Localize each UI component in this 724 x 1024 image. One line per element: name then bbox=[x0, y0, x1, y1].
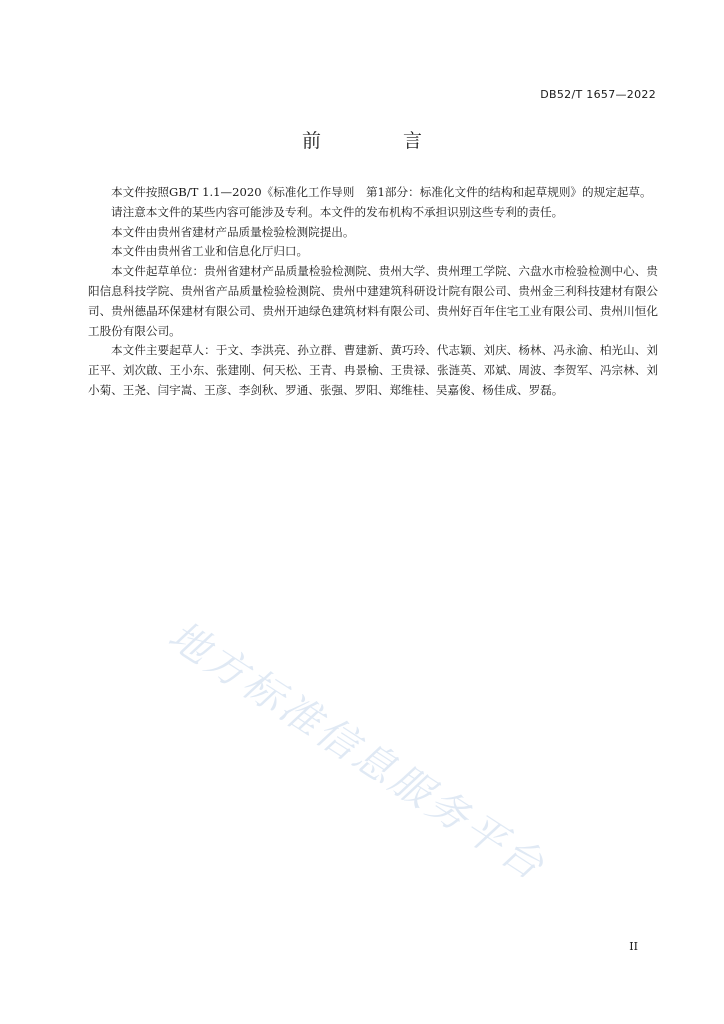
paragraph-patent-notice: 请注意本文件的某些内容可能涉及专利。本文件的发布机构不承担识别这些专利的责任。 bbox=[111, 204, 564, 219]
watermark: 地方标准信息服务平台 bbox=[160, 612, 555, 891]
document-code: DB52/T 1657—2022 bbox=[540, 88, 656, 101]
paragraph-administrator: 本文件由贵州省工业和信息化厅归口。 bbox=[111, 244, 309, 259]
paragraph-drafting-basis: 本文件按照GB/T 1.1—2020《标准化工作导则 第1部分：标准化文件的结构和起草规则》的规定起草。 bbox=[111, 185, 652, 199]
page-number: II bbox=[629, 940, 638, 953]
paragraph-proposer: 本文件由贵州省建材产品质量检验检测院提出。 bbox=[111, 224, 355, 239]
paragraph-drafting-units: 本文件起草单位：贵州省建材产品质量检验检测院、贵州大学、贵州理工学院、六盘水市检验检测中心、贵阳信息科技学院、贵州省产品质量检验检测院、贵州中建建筑科研设计院有限公司、贵州金三利科技建材有限公司、贵州德晶环保建材有限公司、贵州开迪绿色建筑材料有限公司、贵州好百年住宅工业有限公司、贵州川恒化工股份有限公司。 bbox=[88, 264, 658, 338]
page-title: 前 言 bbox=[301, 130, 461, 152]
paragraph-main-drafters: 本文件主要起草人：于文、李洪亮、孙立群、曹建新、黄巧玲、代志颖、刘庆、杨林、冯永渝、柏光山、刘正平、刘次啟、王小东、张建刚、何天松、王青、冉景榆、王贵禄、张涟英、邓斌、周波、李贺军、冯宗林、刘小菊、王尧、闫宇嵩、王彦、李剑秋、罗通、张强、罗阳、郑维桂、吴嘉俊、杨佳成、罗磊。 bbox=[88, 343, 658, 397]
document-body bbox=[88, 183, 658, 401]
